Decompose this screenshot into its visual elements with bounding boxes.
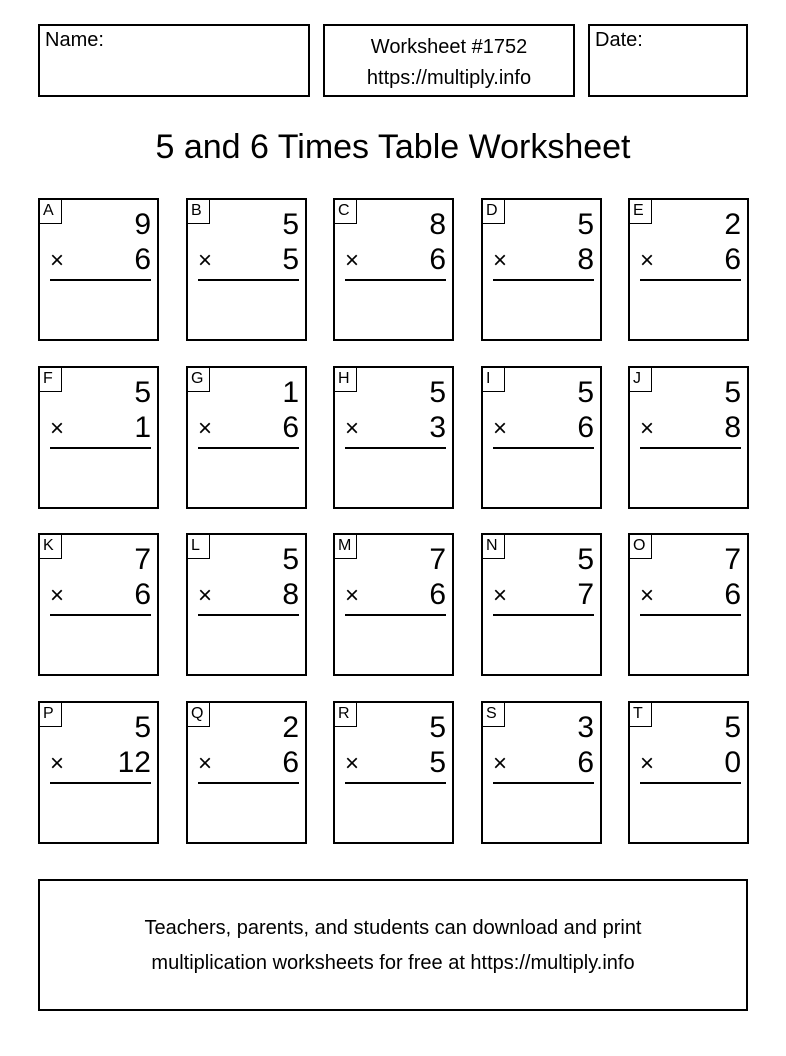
multiplicand: 5 — [429, 376, 446, 409]
times-sign: × — [493, 582, 508, 609]
answer-line — [640, 782, 741, 784]
problem-card-b — [186, 198, 307, 341]
multiplicand: 5 — [577, 376, 594, 409]
page-title: 5 and 6 Times Table Worksheet — [155, 128, 631, 166]
problem-letter: F — [40, 368, 62, 392]
answer-line — [345, 447, 446, 449]
answer-line — [198, 279, 299, 281]
times-sign: × — [640, 247, 655, 274]
answer-line — [345, 782, 446, 784]
answer-line — [50, 447, 151, 449]
multiplicand: 9 — [134, 208, 151, 241]
multiplier: 1 — [134, 411, 151, 444]
multiplier: 6 — [577, 411, 594, 444]
times-sign: × — [50, 247, 65, 274]
answer-line — [198, 447, 299, 449]
times-sign: × — [345, 247, 360, 274]
times-sign: × — [198, 750, 213, 777]
problem-card-l — [186, 533, 307, 676]
times-sign: × — [198, 582, 213, 609]
multiplier: 0 — [724, 746, 741, 779]
problem-letter: N — [483, 535, 505, 559]
problem-letter: T — [630, 703, 652, 727]
date-label: Date: — [595, 29, 643, 51]
multiplier: 3 — [429, 411, 446, 444]
problem-card-c — [333, 198, 454, 341]
times-sign: × — [198, 415, 213, 442]
problem-letter: H — [335, 368, 357, 392]
problem-card-p — [38, 701, 159, 844]
times-sign: × — [640, 750, 655, 777]
times-sign: × — [50, 750, 65, 777]
multiplicand: 7 — [724, 543, 741, 576]
multiplicand: 2 — [282, 711, 299, 744]
answer-line — [493, 447, 594, 449]
problem-letter: I — [483, 368, 505, 392]
times-sign: × — [50, 582, 65, 609]
problem-card-o — [628, 533, 749, 676]
multiplier: 5 — [429, 746, 446, 779]
problem-letter: R — [335, 703, 357, 727]
multiplier: 6 — [724, 243, 741, 276]
problem-letter: S — [483, 703, 505, 727]
answer-line — [50, 782, 151, 784]
problem-card-t — [628, 701, 749, 844]
answer-line — [493, 279, 594, 281]
answer-line — [640, 614, 741, 616]
answer-line — [50, 279, 151, 281]
problem-card-q — [186, 701, 307, 844]
multiplier: 6 — [134, 578, 151, 611]
answer-line — [640, 447, 741, 449]
problem-letter: M — [335, 535, 357, 559]
times-sign: × — [50, 415, 65, 442]
multiplier: 6 — [577, 746, 594, 779]
problem-letter: O — [630, 535, 652, 559]
multiplicand: 5 — [134, 711, 151, 744]
times-sign: × — [345, 750, 360, 777]
problem-card-j — [628, 366, 749, 509]
problem-letter: B — [188, 200, 210, 224]
footer-text-line-1: Teachers, parents, and students can download and print — [144, 917, 642, 939]
problem-letter: E — [630, 200, 652, 224]
footer-text-line-2: multiplication worksheets for free at https://multiply.info — [151, 952, 635, 974]
times-sign: × — [345, 415, 360, 442]
multiplier: 12 — [117, 746, 151, 779]
problem-card-k — [38, 533, 159, 676]
name-field-box — [38, 24, 310, 97]
multiplier: 8 — [577, 243, 594, 276]
problem-letter: G — [188, 368, 210, 392]
multiplicand: 5 — [577, 208, 594, 241]
problem-card-g — [186, 366, 307, 509]
multiplier: 6 — [282, 411, 299, 444]
problem-letter: K — [40, 535, 62, 559]
answer-line — [198, 614, 299, 616]
date-field-box — [588, 24, 748, 97]
problem-card-r — [333, 701, 454, 844]
multiplier: 6 — [429, 243, 446, 276]
problem-card-d — [481, 198, 602, 341]
multiplicand: 3 — [577, 711, 594, 744]
multiplicand: 5 — [282, 208, 299, 241]
multiplier: 6 — [724, 578, 741, 611]
problem-card-a — [38, 198, 159, 341]
answer-line — [493, 614, 594, 616]
times-sign: × — [198, 247, 213, 274]
multiplicand: 7 — [134, 543, 151, 576]
problem-letter: Q — [188, 703, 210, 727]
answer-line — [345, 614, 446, 616]
footer-box — [38, 879, 748, 1011]
problem-letter: A — [40, 200, 62, 224]
multiplier: 7 — [577, 578, 594, 611]
multiplicand: 7 — [429, 543, 446, 576]
multiplier: 8 — [724, 411, 741, 444]
problem-card-i — [481, 366, 602, 509]
multiplicand: 2 — [724, 208, 741, 241]
worksheet-url: https://multiply.info — [366, 67, 532, 89]
answer-line — [50, 614, 151, 616]
times-sign: × — [640, 582, 655, 609]
multiplier: 6 — [134, 243, 151, 276]
problem-card-f — [38, 366, 159, 509]
multiplicand: 5 — [429, 711, 446, 744]
times-sign: × — [640, 415, 655, 442]
worksheet-number: Worksheet #1752 — [370, 36, 528, 58]
multiplicand: 5 — [577, 543, 594, 576]
multiplicand: 5 — [134, 376, 151, 409]
times-sign: × — [493, 750, 508, 777]
problem-letter: D — [483, 200, 505, 224]
problem-card-h — [333, 366, 454, 509]
answer-line — [493, 782, 594, 784]
problem-letter: J — [630, 368, 652, 392]
multiplicand: 5 — [724, 711, 741, 744]
problem-card-n — [481, 533, 602, 676]
multiplicand: 1 — [282, 376, 299, 409]
multiplier: 8 — [282, 578, 299, 611]
answer-line — [198, 782, 299, 784]
problem-card-e — [628, 198, 749, 341]
multiplier: 6 — [282, 746, 299, 779]
times-sign: × — [345, 582, 360, 609]
multiplicand: 8 — [429, 208, 446, 241]
times-sign: × — [493, 415, 508, 442]
multiplier: 5 — [282, 243, 299, 276]
problem-letter: L — [188, 535, 210, 559]
problem-card-m — [333, 533, 454, 676]
problem-grid — [38, 198, 749, 843]
worksheet-info-box — [323, 24, 575, 97]
multiplier: 6 — [429, 578, 446, 611]
problem-card-s — [481, 701, 602, 844]
multiplicand: 5 — [282, 543, 299, 576]
problem-letter: P — [40, 703, 62, 727]
multiplicand: 5 — [724, 376, 741, 409]
times-sign: × — [493, 247, 508, 274]
answer-line — [640, 279, 741, 281]
problem-letter: C — [335, 200, 357, 224]
name-label: Name: — [45, 29, 104, 51]
answer-line — [345, 279, 446, 281]
